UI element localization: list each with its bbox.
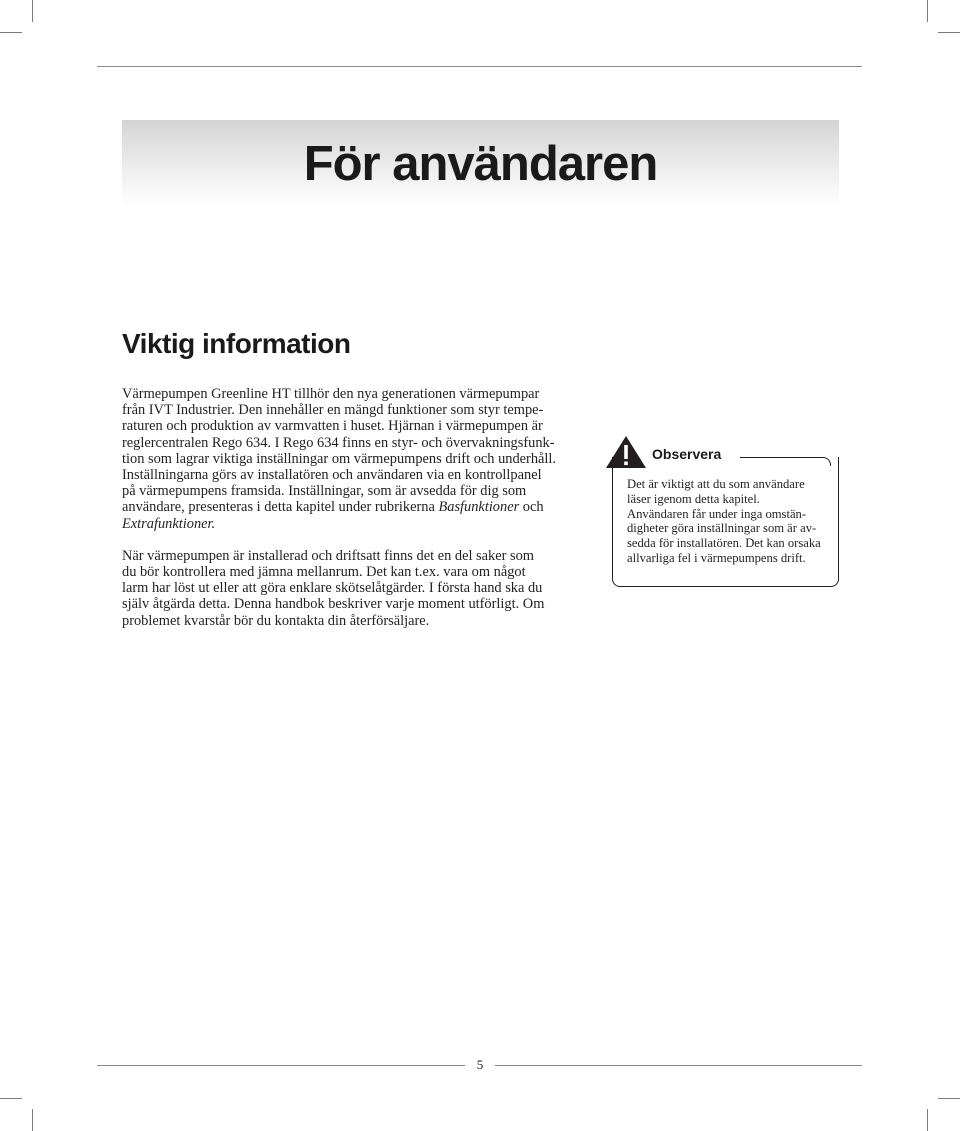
text-line: du bör kontrollera med jämna mellanrum. Det kan t.ex. vara om något: [122, 564, 526, 581]
text-line: [122, 499, 572, 515]
note-line: läser igenom detta kapitel.: [627, 491, 760, 506]
text-fragment: och: [519, 499, 544, 516]
text-line: [122, 516, 572, 532]
chapter-banner: [122, 120, 839, 206]
crop-mark: [938, 1098, 960, 1099]
crop-mark: [0, 1098, 22, 1099]
page-number: 5: [476, 1057, 484, 1072]
text-line: reglercentralen Rego 634. I Rego 634 finns en styr- och övervakningsfunk-: [122, 434, 555, 451]
text-line: på värmepumpens framsida. Inställningar, som är avsedda för dig som: [122, 483, 527, 500]
italic-term-extrafunktioner: Extrafunktioner.: [122, 515, 216, 532]
crop-mark: [32, 1109, 33, 1131]
header-rule: [97, 66, 862, 67]
text-line: Värmepumpen Greenline HT tillhör den nya generationen värmepumpar: [122, 386, 540, 402]
note-line: digheter göra inställningar som är av-: [627, 521, 817, 536]
paragraph-intro: [122, 386, 572, 532]
note-box-top-edge: [740, 457, 831, 466]
section-title: Viktig information: [122, 328, 351, 359]
note-text: [627, 477, 837, 566]
text-line: tion som lagrar viktiga inställningar om värmepumpens drift och underhåll.: [122, 450, 557, 467]
note-line: allvarliga fel i värmepumpens drift.: [627, 550, 806, 565]
chapter-title: För användaren: [303, 137, 658, 191]
paragraph-maintenance: [122, 548, 572, 629]
crop-mark: [927, 1109, 928, 1131]
note-title: Observera: [652, 446, 722, 462]
text-line: själv åtgärda detta. Denna handbok beskriver varje moment utförligt. Om: [122, 596, 545, 613]
footer-rule-left: [97, 1065, 465, 1066]
warning-triangle-icon: [605, 435, 647, 469]
note-line: Användaren får under inga omstän-: [627, 506, 807, 521]
text-line: Inställningarna görs av installatören och användaren via en kontrollpanel: [122, 467, 542, 484]
crop-mark: [32, 0, 33, 22]
note-line: sedda för installatören. Det kan orsaka: [627, 536, 821, 551]
text-fragment: användare, presenteras i detta kapitel under rubrikerna: [122, 499, 439, 516]
text-line: larm har löst ut eller att göra enklare skötselåtgärder. I första hand ska du: [122, 580, 543, 597]
crop-mark: [938, 32, 960, 33]
text-line: När värmepumpen är installerad och driftsatt finns det en del saker som: [122, 547, 534, 564]
text-line: problemet kvarstår bör du kontakta din återförsäljare.: [122, 612, 430, 629]
text-line: från IVT Industrier. Den innehåller en mängd funktioner som styr tempe-: [122, 402, 544, 419]
text-line: raturen och produktion av varmvatten i huset. Hjärnan i värmepumpen är: [122, 418, 543, 435]
body-text: [122, 386, 572, 645]
italic-term-basfunktioner: Basfunktioner: [438, 499, 520, 516]
crop-mark: [927, 0, 928, 22]
note-line: Det är viktigt att du som användare: [627, 477, 805, 491]
footer-rule-right: [495, 1065, 862, 1066]
crop-mark: [0, 32, 22, 33]
